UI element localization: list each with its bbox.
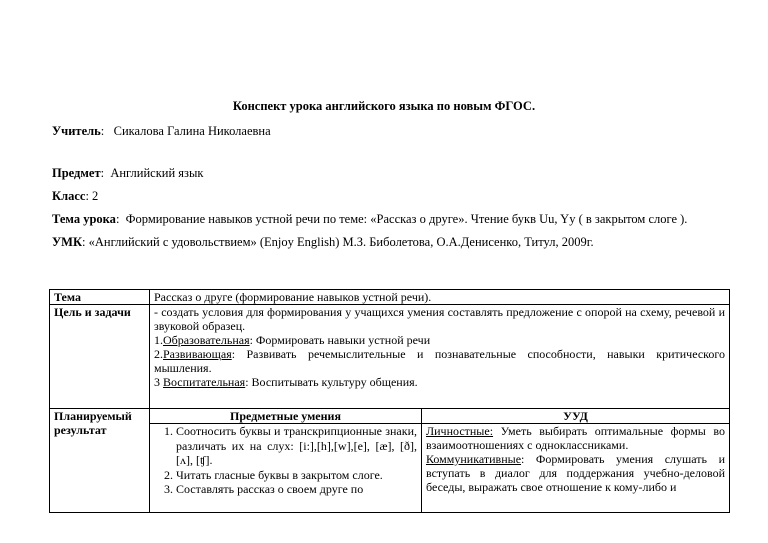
skills-list <box>154 424 417 497</box>
teacher-label: Учитель <box>52 124 101 138</box>
goals-intro: - создать условия для формирования у учащихся умения составлять предложение с опорой на схему, речевой и звуковой образец. <box>154 305 725 333</box>
skills-header: Предметные умения <box>150 409 422 424</box>
grade-line: Класс: 2 <box>52 189 99 203</box>
topic-value: Формирование навыков устной речи по теме: «Рассказ о друге». Чтение букв Uu, Yy ( в закрытом слоге ). <box>125 212 688 226</box>
skill-item: 3. Составлять рассказ о своем друге по <box>176 482 417 497</box>
skills-cell <box>150 424 422 513</box>
row-results-label: Планируемый результат <box>50 409 150 513</box>
umk-label: УМК <box>52 235 83 249</box>
table-row-topic <box>50 290 730 305</box>
goals-task-1: 1.Образовательная: Формировать навыки устной речи <box>154 333 431 347</box>
table-row-goals <box>50 305 730 409</box>
lesson-table <box>49 289 730 513</box>
subject-label: Предмет <box>52 166 101 180</box>
teacher-value: Сикалова Галина Николаевна <box>113 124 271 138</box>
uud-personal: Личностные: Уметь выбирать оптимальные формы во взаимоотношениях с одноклассниками. <box>426 424 725 452</box>
grade-label: Класс <box>52 189 86 203</box>
grade-value: 2 <box>92 189 99 203</box>
uud-cell <box>422 424 730 513</box>
row-goals-content <box>150 305 730 409</box>
umk-line: УМК: «Английский с удовольствием» (Enjoy English) М.З. Биболетова, О.А.Денисенко, Титул, 2009г. <box>52 235 594 249</box>
subject-value: Английский язык <box>110 166 204 180</box>
row-topic-value: Рассказ о друге (формирование навыков устной речи). <box>150 290 730 305</box>
teacher-line: Учитель: Сикалова Галина Николаевна <box>52 124 271 138</box>
skill-item: 1. Соотносить буквы и транскрипционные знаки, различать их на слух: [i:],[h],[w],[e], [æ], [ð], [ʌ], [ʧ]. <box>176 424 417 468</box>
goals-task-3: 3 Воспитательная: Воспитывать культуру общения. <box>154 375 418 389</box>
umk-value: «Английский с удовольствием» (Enjoy English) М.З. Биболетова, О.А.Денисенко, Титул, 2009г. <box>88 235 594 249</box>
page-title: Конспект урока английского языка по новым ФГОС. <box>232 99 536 113</box>
row-goals-label: Цель и задачи <box>50 305 150 409</box>
table-row-results-body <box>50 424 730 513</box>
topic-label: Тема урока <box>52 212 116 226</box>
uud-header: УУД <box>422 409 730 424</box>
row-topic-label: Тема <box>50 290 150 305</box>
topic-line: Тема урока: Формирование навыков устной речи по теме: «Рассказ о друге». Чтение букв Uu, Yy ( в закрытом слоге ). <box>52 212 688 226</box>
subject-line: Предмет: Английский язык <box>52 166 204 180</box>
table-row-results-header <box>50 409 730 424</box>
skill-item: 2. Читать гласные буквы в закрытом слоге. <box>176 468 417 483</box>
uud-communicative: Коммуникативные: Формировать умения слушать и вступать в диалог для поддержания учебно-деловой беседы, выражать свое отношение к кому-либо и <box>426 452 725 494</box>
goals-task-2: 2.Развивающая: Развивать речемыслительные и познавательные способности, навыки критического мышления. <box>154 347 725 375</box>
